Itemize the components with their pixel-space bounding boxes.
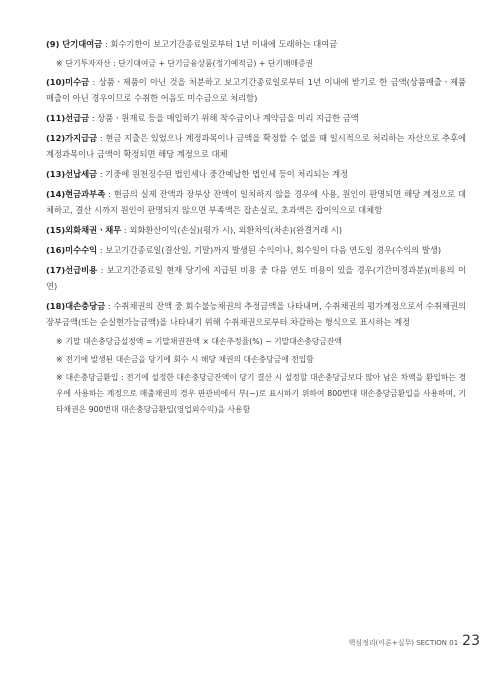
note-text: 기말 대손충당금설정액 = 기말채권잔액 × 대손추정율(%) − 기말대손충당금잔액 <box>65 337 342 346</box>
page-content <box>46 36 466 420</box>
note-mark: ※ <box>56 355 63 364</box>
entry-term: 가지급금 <box>65 133 98 143</box>
entry-number: (11) <box>46 113 66 123</box>
entry-advance-payment <box>46 110 466 126</box>
entry-number: (17) <box>46 265 66 275</box>
entry-separator: : <box>97 169 106 179</box>
entry-separator: : <box>105 301 114 311</box>
entry-term: 선급비용 <box>65 265 98 275</box>
entry-number: (16) <box>46 245 66 255</box>
note-mark: ※ <box>56 59 63 68</box>
entry-number: (18) <box>46 301 66 311</box>
entry-body: 현금 지출은 있었으나 계정과목이나 금액을 확정할 수 없을 때 일시적으로 처리하는 자산으로 추후에 계정과목이나 금액이 확정되면 해당 계정으로 대체 <box>46 133 466 159</box>
entry-separator: : <box>89 77 99 87</box>
entry-prepaid-expense <box>46 262 466 294</box>
entry-number: (12) <box>46 133 66 143</box>
entry-body: 현금의 실제 잔액과 장부상 잔액이 일치하지 않을 경우에 사용, 원인이 판명되면 해당 계정으로 대체하고, 결산 시까지 원인이 판명되지 않으면 부족액은 잡손실로, 초과액은 잡이익으로 대체함 <box>46 189 466 215</box>
note-mark: ※ <box>56 373 63 382</box>
entry-body: 보고기간종료일 현재 당기에 지급된 비용 중 다음 연도 비용이 있을 경우(기간미경과분)(비용의 이연) <box>46 265 466 291</box>
entry-separator: : <box>97 265 107 275</box>
note-text: 단기투자자산 : 단기대여금 + 단기금융상품(정기예적금) + 단기매매증권 <box>65 59 314 68</box>
running-title: 핵심정리(이론+실무) SECTION 01 <box>348 639 459 647</box>
entry-body: 상품ㆍ제품이 아닌 것을 처분하고 보고기간종료일로부터 1년 이내에 받기로 한 금액(상품매출ㆍ제품매출이 아닌 경우이므로 수취한 어음도 미수금으로 처리함) <box>46 77 466 103</box>
entry-short-term-loan <box>46 36 466 52</box>
entry-body: 보고기간종료일(결산일, 기말)까지 발생된 수익이나, 회수일이 다음 연도일 경우(수익의 발생) <box>105 245 442 255</box>
entry-separator: : <box>102 39 111 49</box>
entry-term: 현금과부족 <box>65 189 106 199</box>
entry-term: 선납세금 <box>65 169 98 179</box>
entry-term: 외화채권ㆍ채무 <box>65 225 122 235</box>
entry-accrued-revenue <box>46 242 466 258</box>
entry-body: 기중에 원천징수된 법인세나 중간예납한 법인세 등이 처리되는 계정 <box>105 169 349 179</box>
note-allowance-reversal <box>56 370 466 418</box>
note-allowance-recovery <box>56 352 466 368</box>
entry-term: 미수금 <box>65 77 90 87</box>
entry-term: 단기대여금 <box>62 39 103 49</box>
entry-number: (14) <box>46 189 66 199</box>
entry-number: (13) <box>46 169 66 179</box>
page-number: 23 <box>462 633 480 649</box>
note-short-term-investment <box>56 56 466 72</box>
entry-number: (9) <box>46 39 63 49</box>
entry-cash-over-short <box>46 186 466 218</box>
entry-separator: : <box>89 113 98 123</box>
entry-foreign-currency <box>46 222 466 238</box>
page-footer <box>349 633 480 649</box>
entry-body: 상품ㆍ원재료 등을 매입하기 위해 착수금이나 계약금을 미리 지급한 금액 <box>97 113 359 123</box>
entry-allowance-doubtful <box>46 298 466 330</box>
entry-body: 수취채권의 잔액 중 회수불능채권의 추정금액을 나타내며, 수취채권의 평가계정으로서 수취채권의 장부금액(또는 순실현가능금액)을 나타내기 위해 수취채권으로부터 차감하는 형식으로 표시하는 계정 <box>46 301 466 327</box>
entry-number: (15) <box>46 225 66 235</box>
note-mark: ※ <box>56 337 63 346</box>
entry-separator: : <box>121 225 130 235</box>
entry-accounts-receivable-other <box>46 74 466 106</box>
entry-prepaid-taxes <box>46 166 466 182</box>
entry-body: 외화환산이익(손실)(평가 시), 외환차익(차손)(완결거래 시) <box>129 225 343 235</box>
note-text: 전기에 발생된 대손금을 당기에 회수 시 해당 채권의 대손충당금에 전입함 <box>65 355 314 364</box>
entry-suspense-payment <box>46 130 466 162</box>
entry-body: 회수기한이 보고기간종료일로부터 1년 이내에 도래하는 대여금 <box>110 39 338 49</box>
entry-separator: : <box>105 189 114 199</box>
entry-term: 미수수익 <box>65 245 98 255</box>
entry-term: 선급금 <box>65 113 90 123</box>
note-text: 대손충당금환입 : 전기에 설정한 대손충당금잔액이 당기 결산 시 설정할 대손충당금보다 많아 남은 차액을 환입하는 경우에 사용하는 계정으로 매출채권의 경우 판관비에서 부(−)로 표시하기 위하여 800번대 대손충당금환입을 사용하며, 기타채권은 900번대 대손충당금환입(영업외수익)을 사용함 <box>56 373 466 414</box>
entry-term: 대손충당금 <box>65 301 106 311</box>
entry-number: (10) <box>46 77 66 87</box>
entry-separator: : <box>97 245 106 255</box>
note-allowance-formula <box>56 334 466 350</box>
entry-separator: : <box>97 133 106 143</box>
